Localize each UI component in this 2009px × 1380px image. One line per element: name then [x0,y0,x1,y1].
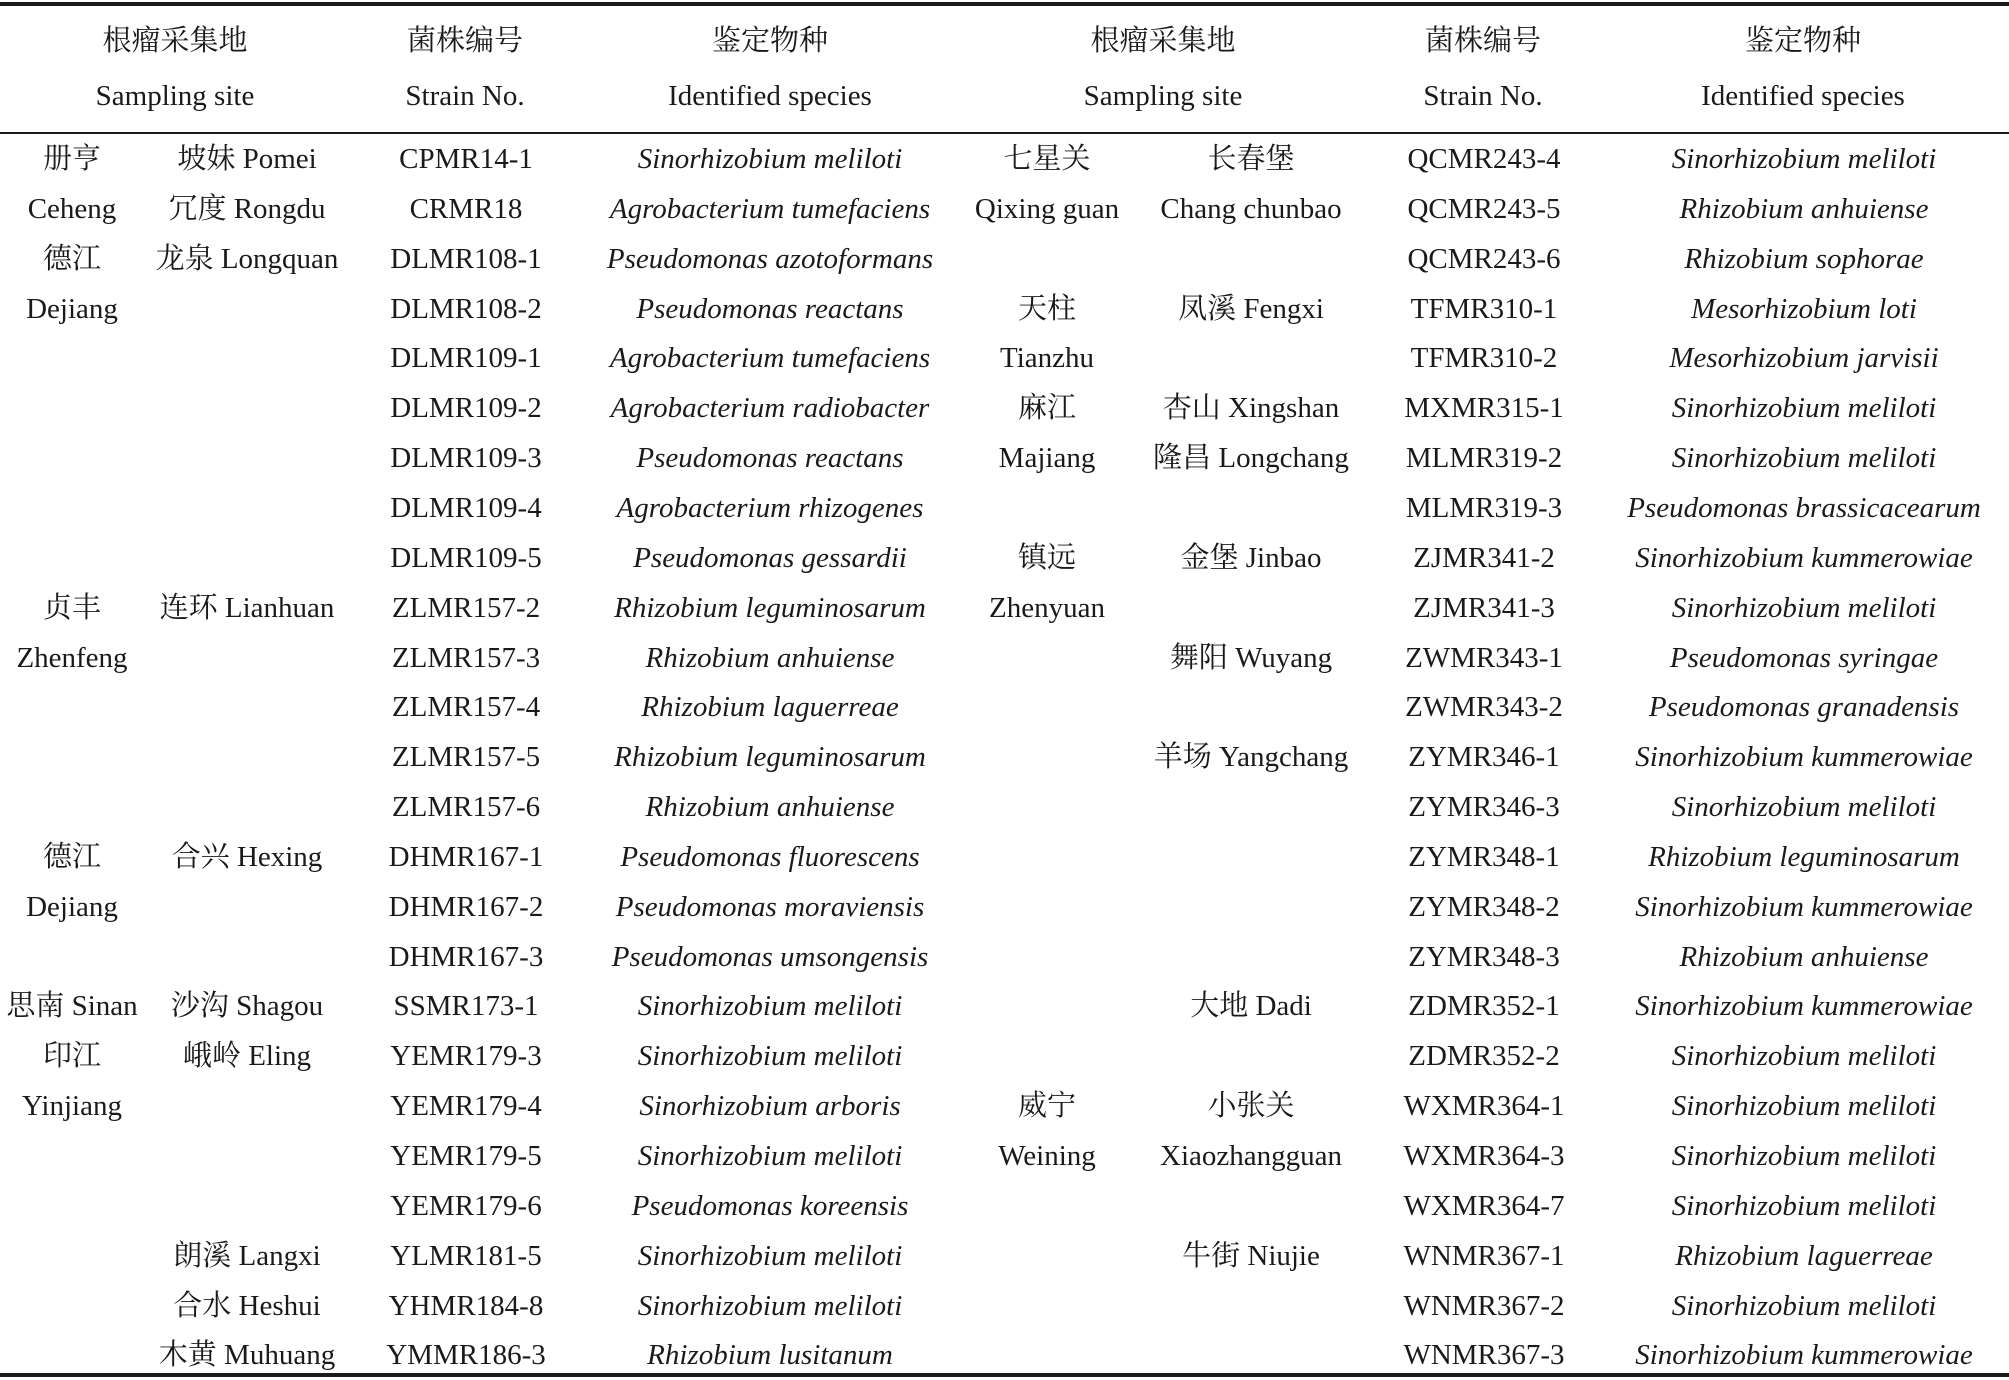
right-strain-cell: ZYMR348-1 [1408,840,1560,873]
left-strain-cell: YHMR184-8 [388,1289,544,1322]
left-county-cell: Ceheng [27,192,117,225]
left-county-cell: Dejiang [26,292,118,325]
right-species-cell: Sinorhizobium kummerowiae [1635,741,1973,774]
right-species-cell: Sinorhizobium meliloti [1671,791,1937,824]
right-strain-cell: ZJMR341-2 [1413,541,1555,574]
right-species-cell: Sinorhizobium meliloti [1671,442,1937,475]
right-species-cell: Sinorhizobium meliloti [1671,1140,1937,1172]
right-species-cell: Sinorhizobium meliloti [1671,1189,1937,1222]
right-species-cell: Pseudomonas brassicacearum [1627,491,1981,524]
right-species-cell: Sinorhizobium meliloti [1671,591,1937,624]
header-zh: 根瘤采集地 [102,25,248,57]
left-strain-cell: YEMR179-4 [390,1090,542,1123]
header-en: Sampling site [95,80,255,112]
left-strain-cell: DLMR109-3 [390,442,542,475]
right-town-cell: 羊场 Yangchang [1153,741,1349,774]
left-county-cell: Dejiang [26,890,118,923]
left-strain-cell: ZLMR157-2 [391,591,541,624]
left-town-cell: 龙泉 Longquan [155,242,339,275]
left-strain-cell: ZLMR157-6 [391,791,541,824]
right-species-cell: Sinorhizobium meliloti [1671,1289,1937,1322]
left-town-cell: 冗度 Rongdu [168,192,326,225]
right-species-cell: Rhizobium anhuiense [1679,940,1929,973]
right-town-cell: 杏山 Xingshan [1162,392,1340,425]
right-strain-cell: ZYMR346-1 [1408,741,1560,774]
right-county-cell: 威宁 [1017,1090,1077,1123]
left-species-cell: Agrobacterium radiobacter [610,392,930,425]
right-species-cell: Pseudomonas syringae [1669,641,1939,674]
left-species-cell: Agrobacterium tumefaciens [609,192,931,225]
right-strain-cell: QCMR243-5 [1407,192,1561,225]
left-strain-cell: DLMR108-2 [390,292,542,325]
left-strain-cell: YEMR179-3 [390,1040,542,1073]
header-zh: 根瘤采集地 [1090,25,1236,57]
right-county-cell: Tianzhu [1000,342,1094,375]
header-identified-species-right [1653,14,1953,124]
right-strain-cell: ZJMR341-3 [1413,591,1555,624]
right-species-cell: Sinorhizobium meliloti [1671,1090,1937,1123]
left-species-cell: Pseudomonas azotoformans [606,242,934,275]
header-zh: 鉴定物种 [711,25,828,57]
right-strain-cell: MLMR319-2 [1405,442,1563,475]
right-strain-cell: ZDMR352-1 [1408,990,1560,1023]
right-strain-cell: ZWMR343-1 [1405,641,1563,674]
header-zh: 鉴定物种 [1744,25,1861,57]
right-species-cell: Sinorhizobium kummerowiae [1635,541,1973,574]
right-species-cell: Rhizobium leguminosarum [1648,840,1960,873]
left-species-cell: Sinorhizobium meliloti [637,143,903,175]
left-strain-cell: DHMR167-3 [388,940,544,973]
right-strain-cell: ZYMR348-3 [1408,940,1560,973]
left-town-cell: 峨岭 Eling [182,1040,312,1073]
right-town-cell: 牛街 Niujie [1182,1239,1320,1272]
header-sampling-site-right [1043,14,1283,124]
right-species-cell: Mesorhizobium jarvisii [1669,342,1939,375]
right-strain-cell: WNMR367-2 [1403,1289,1565,1322]
left-town-cell: 合水 Heshui [173,1289,321,1322]
left-species-cell: Sinorhizobium meliloti [637,990,903,1023]
header-en: Strain No. [405,80,525,112]
left-species-cell: Pseudomonas fluorescens [620,840,920,873]
right-species-cell: Sinorhizobium kummerowiae [1635,890,1973,923]
left-town-cell: 连环 Lianhuan [159,591,335,624]
header-en: Strain No. [1423,80,1543,112]
left-strain-cell: DHMR167-2 [388,890,544,923]
right-strain-cell: WXMR364-3 [1403,1140,1565,1172]
right-strain-cell: MXMR315-1 [1404,392,1564,425]
right-species-cell: Rhizobium sophorae [1684,242,1924,275]
left-species-cell: Pseudomonas koreensis [631,1189,909,1222]
left-strain-cell: ZLMR157-5 [391,741,541,774]
header-en: Identified species [668,80,872,112]
header-strain-no-right [1378,14,1588,124]
right-strain-cell: WXMR364-1 [1403,1090,1565,1123]
left-strain-cell: DLMR109-4 [390,491,542,524]
left-species-cell: Rhizobium leguminosarum [614,591,926,624]
right-species-cell: Sinorhizobium meliloti [1671,143,1937,175]
left-county-cell: 贞丰 [42,591,102,624]
left-strain-cell: DLMR109-1 [390,342,542,375]
right-county-cell: Zhenyuan [989,591,1105,624]
right-species-cell: Rhizobium laguerreae [1675,1239,1933,1272]
left-species-cell: Pseudomonas umsongensis [611,940,929,973]
right-town-cell: 凤溪 Fengxi [1178,292,1324,325]
left-species-cell: Pseudomonas reactans [636,442,904,475]
right-county-cell: 麻江 [1017,392,1077,425]
left-species-cell: Sinorhizobium meliloti [637,1289,903,1322]
right-strain-cell: WNMR367-3 [1403,1339,1565,1372]
left-species-cell: Pseudomonas reactans [636,292,904,325]
header-zh: 菌株编号 [1424,25,1541,57]
left-species-cell: Sinorhizobium meliloti [637,1040,903,1073]
left-county-cell: 德江 [42,242,102,275]
left-species-cell: Sinorhizobium meliloti [637,1239,903,1272]
left-town-cell: 坡妹 Pomei [177,143,317,175]
top-rule [0,2,2009,6]
left-species-cell: Sinorhizobium arboris [639,1090,901,1123]
right-strain-cell: ZWMR343-2 [1405,691,1563,724]
left-species-cell: Rhizobium anhuiense [645,641,895,674]
left-strain-cell: DLMR108-1 [390,242,542,275]
left-strain-cell: SSMR173-1 [393,990,539,1023]
right-strain-cell: WNMR367-1 [1403,1239,1565,1272]
left-county-cell: 德江 [42,840,102,873]
right-species-cell: Mesorhizobium loti [1691,292,1917,325]
right-county-cell: 镇远 [1017,541,1077,574]
left-strain-cell: YEMR179-5 [390,1140,542,1172]
right-town-cell: 舞阳 Wuyang [1169,641,1333,674]
left-strain-cell: ZLMR157-3 [391,641,541,674]
left-strain-cell: DLMR109-2 [390,392,542,425]
left-county-cell: 册亨 [42,143,102,175]
right-town-cell: 金堡 Jinbao [1180,541,1322,574]
left-strain-cell: YMMR186-3 [386,1339,546,1372]
left-strain-cell: ZLMR157-4 [391,691,541,724]
left-county-cell: Yinjiang [22,1090,122,1123]
right-town-cell: 大地 Dadi [1190,990,1312,1023]
right-species-cell: Sinorhizobium kummerowiae [1635,1339,1973,1372]
header-sampling-site-left [55,14,295,124]
right-county-cell: 七星关 [1003,143,1091,175]
left-species-cell: Rhizobium leguminosarum [614,741,926,774]
right-species-cell: Sinorhizobium kummerowiae [1635,990,1973,1023]
right-town-cell: Xiaozhangguan [1160,1140,1342,1172]
right-species-cell: Pseudomonas granadensis [1648,691,1960,724]
right-species-cell: Sinorhizobium meliloti [1671,392,1937,425]
left-species-cell: Pseudomonas gessardii [633,541,907,574]
left-strain-cell: CRMR18 [409,192,523,225]
left-county-cell: Zhenfeng [16,641,128,674]
right-strain-cell: MLMR319-3 [1405,491,1563,524]
left-species-cell: Agrobacterium tumefaciens [609,342,931,375]
left-town-cell: 木黄 Muhuang [158,1339,336,1372]
right-county-cell: Qixing guan [974,192,1120,225]
right-strain-cell: QCMR243-6 [1407,242,1561,275]
header-identified-species-left [620,14,920,124]
right-strain-cell: WXMR364-7 [1403,1189,1565,1222]
bottom-rule [0,1373,2009,1377]
left-county-cell: 思南 Sinan [6,990,138,1023]
right-strain-cell: QCMR243-4 [1407,143,1561,175]
left-town-cell: 朗溪 Langxi [173,1239,321,1272]
right-town-cell: 长春堡 [1207,143,1295,175]
header-en: Identified species [1701,80,1905,112]
right-species-cell: Sinorhizobium meliloti [1671,1040,1937,1073]
right-town-cell: Chang chunbao [1160,192,1342,225]
left-strain-cell: DLMR109-5 [390,541,542,574]
left-species-cell: Pseudomonas moraviensis [615,890,925,923]
right-town-cell: 小张关 [1207,1090,1295,1123]
header-en: Sampling site [1083,80,1243,112]
right-strain-cell: TFMR310-1 [1410,292,1558,325]
right-county-cell: 天柱 [1017,292,1077,325]
left-species-cell: Sinorhizobium meliloti [637,1140,903,1172]
left-species-cell: Rhizobium lusitanum [647,1339,893,1372]
left-species-cell: Rhizobium laguerreae [641,691,899,724]
left-county-cell: 印江 [42,1040,102,1073]
left-strain-cell: YLMR181-5 [390,1239,542,1272]
header-zh: 菌株编号 [406,25,523,57]
right-strain-cell: ZYMR348-2 [1408,890,1560,923]
left-species-cell: Rhizobium anhuiense [645,791,895,824]
right-strain-cell: ZDMR352-2 [1408,1040,1560,1073]
left-strain-cell: CPMR14-1 [399,143,533,175]
right-county-cell: Majiang [998,442,1096,475]
right-strain-cell: ZYMR346-3 [1408,791,1560,824]
right-county-cell: Weining [998,1140,1096,1172]
left-town-cell: 沙沟 Shagou [170,990,324,1023]
header-strain-no-left [360,14,570,124]
left-strain-cell: YEMR179-6 [390,1189,542,1222]
left-strain-cell: DHMR167-1 [388,840,544,873]
left-town-cell: 合兴 Hexing [171,840,323,873]
right-strain-cell: TFMR310-2 [1410,342,1558,375]
right-town-cell: 隆昌 Longchang [1153,442,1349,475]
left-species-cell: Agrobacterium rhizogenes [616,491,924,524]
right-species-cell: Rhizobium anhuiense [1679,192,1929,225]
